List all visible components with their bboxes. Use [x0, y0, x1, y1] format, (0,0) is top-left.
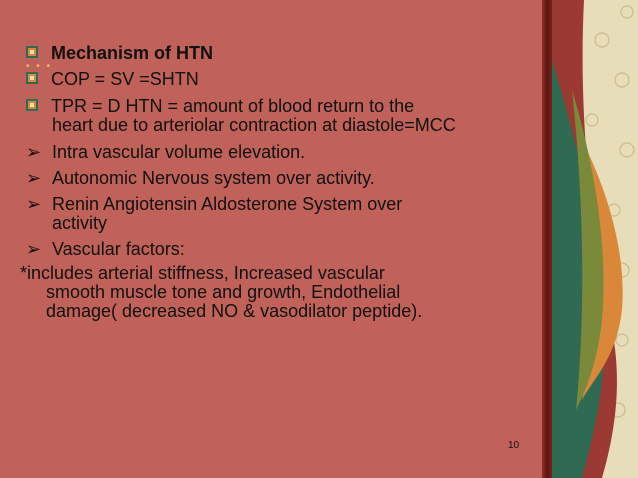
page-number: 10: [508, 440, 520, 451]
decorative-dots: • • •: [26, 61, 53, 72]
title-text: Mechanism of HTN: [51, 43, 214, 63]
square-bullet-icon: [26, 46, 38, 58]
bullet-text-continued: heart due to arteriolar contraction at diastole=MCC: [52, 115, 456, 135]
bullet-text: Vascular factors:: [52, 239, 185, 259]
bullet-item-raas: [26, 195, 526, 233]
square-bullet-icon: [26, 99, 38, 111]
note-line: *includes arterial stiffness, Increased vascular: [20, 263, 385, 283]
bullet-item-cop: [26, 70, 526, 89]
square-bullet-icon: [26, 72, 38, 84]
arrow-bullet-icon: ➢: [26, 239, 42, 259]
bullet-text: TPR = D HTN = amount of blood return to the: [51, 96, 415, 116]
slide-title: [26, 42, 213, 64]
bullet-item-volume: [26, 143, 526, 162]
bullet-text: COP = SV =SHTN: [51, 69, 199, 89]
decorative-art: [552, 0, 638, 478]
arrow-bullet-icon: ➢: [26, 142, 42, 162]
note-line: damage( decreased NO & vasodilator peptide).: [46, 301, 423, 321]
bullet-item-vascular: [26, 240, 526, 259]
bullet-text: Intra vascular volume elevation.: [52, 142, 306, 162]
note-line: smooth muscle tone and growth, Endothelial: [46, 282, 401, 302]
bullet-text: Renin Angiotensin Aldosterone System over: [52, 194, 403, 214]
bullet-item-autonomic: [26, 169, 526, 188]
arrow-bullet-icon: ➢: [26, 194, 42, 214]
bullet-item-tpr: [26, 97, 526, 135]
bullet-text-continued: activity: [52, 213, 108, 233]
decorative-panel: [552, 0, 638, 478]
arrow-bullet-icon: ➢: [26, 168, 42, 188]
note-block: [20, 264, 530, 321]
bullet-text: Autonomic Nervous system over activity.: [52, 168, 375, 188]
